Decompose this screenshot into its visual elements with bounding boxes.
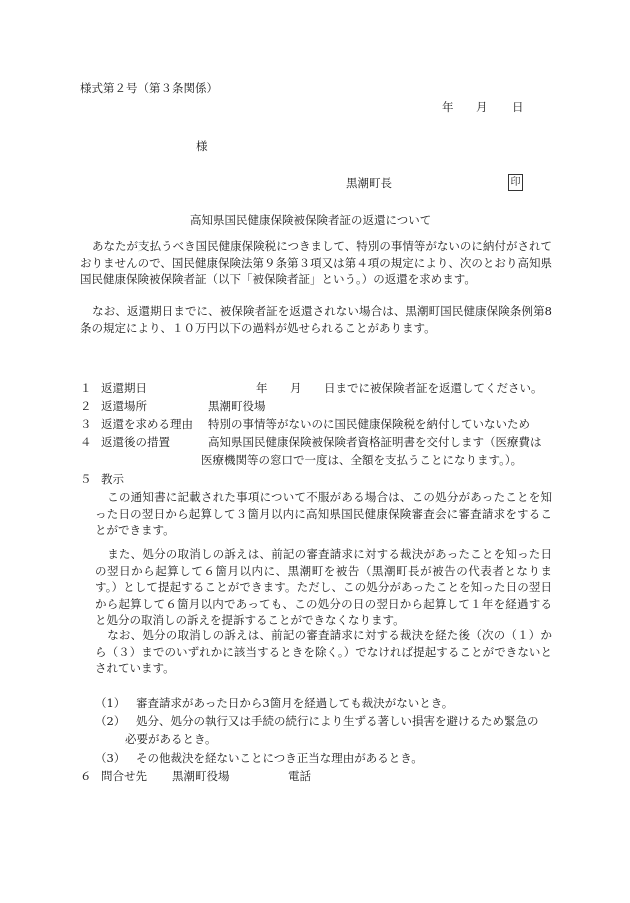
item-3-text: 特別の事情等がないのに国民健康保険税を納付していないため bbox=[208, 417, 530, 431]
instruction-paragraph-2 bbox=[95, 546, 552, 629]
issuer-name: 黒潮町長 bbox=[346, 176, 392, 190]
item-2-number: ２ bbox=[80, 399, 92, 413]
seal-mark: 印 bbox=[508, 174, 523, 191]
item-4-number: ４ bbox=[80, 435, 92, 449]
body-paragraph-2 bbox=[80, 303, 552, 336]
item-2-label: 返還場所 bbox=[101, 399, 147, 413]
item-5-number: ５ bbox=[80, 472, 92, 486]
instruction-paragraph-3 bbox=[95, 627, 552, 677]
date-month-label: 月 bbox=[476, 100, 488, 114]
item-1-label: 返還期日 bbox=[101, 381, 147, 395]
sub-item-3-text: その他裁決を経ないことにつき正当な理由があるとき。 bbox=[136, 751, 423, 765]
sub-item-2-text-line2: 必要があるとき。 bbox=[125, 732, 217, 746]
item-1-text: 日までに被保険者証を返還してください。 bbox=[324, 381, 543, 395]
instruction-paragraph-1 bbox=[95, 489, 552, 539]
body-paragraph-1-text: あなたが支払うべき国民健康保険税につきまして、特別の事情等がないのに納付がされておりませんので、国民健康保険法第９条第３項又は第４項の規定により、次のとおり高知県国民健康保険被保険者証（以下「被保険者証」という。）の返還を求めます。 bbox=[80, 239, 552, 286]
item-3-label: 返還を求める理由 bbox=[101, 417, 193, 431]
instruction-paragraph-3-text: なお、処分の取消しの訴えは、前記の審査請求に対する裁決を経た後（次の（１）から（３）までのいずれかに該当するときを除く。）でなければ提起することができないとされています。 bbox=[95, 628, 552, 675]
item-1-number: １ bbox=[80, 381, 92, 395]
sub-item-1-text: 審査請求があった日から3箇月を経過しても裁決がないとき。 bbox=[136, 696, 454, 710]
item-4-label: 返還後の措置 bbox=[101, 435, 170, 449]
item-5-label: 教示 bbox=[101, 472, 124, 486]
item-6-phone-label: 電話 bbox=[288, 769, 311, 783]
sub-item-1-number: （1） bbox=[95, 696, 126, 710]
body-paragraph-2-text: なお、返還期日までに、被保険者証を返還されない場合は、黒潮町国民健康保険条例第8条の規定により、１０万円以下の過料が処せられることがあります。 bbox=[80, 304, 552, 335]
item-6-office: 黒潮町役場 bbox=[172, 769, 230, 783]
instruction-paragraph-2-text: また、処分の取消しの訴えは、前記の審査請求に対する裁決があったことを知った日の翌日から起算して６箇月以内に、黒潮町を被告（黒潮町長が被告の代表者となります。）として提起することができます。ただし、この処分があったことを知った日の翌日から起算して６箇月以内であっても、この処分の日の翌日から起算して１年を経過すると処分の取消しの訴えを提訴することができなくなります。 bbox=[95, 547, 552, 627]
item-6-label: 問合せ先 bbox=[101, 769, 147, 783]
item-3-number: ３ bbox=[80, 417, 92, 431]
date-day-label: 日 bbox=[512, 100, 524, 114]
item-2-text: 黒潮町役場 bbox=[208, 399, 266, 413]
item-1-year: 年 bbox=[256, 381, 268, 395]
body-paragraph-1 bbox=[80, 238, 552, 288]
date-year-label: 年 bbox=[442, 100, 454, 114]
sub-item-2-text-line1: 処分、処分の執行又は手続の続行により生ずる著しい損害を避けるため緊急の bbox=[136, 714, 539, 728]
item-4-text-line2: 医療機関等の窓口で一度は、全額を支払うことになります。）。 bbox=[201, 453, 523, 467]
document-title: 高知県国民健康保険被保険者証の返還について bbox=[190, 213, 432, 227]
sub-item-3-number: （3） bbox=[95, 751, 126, 765]
item-4-text-line1: 高知県国民健康保険被保険者資格証明書を交付します（医療費は bbox=[208, 435, 542, 449]
addressee-suffix: 様 bbox=[196, 139, 208, 153]
sub-item-2-number: （2） bbox=[95, 714, 126, 728]
instruction-paragraph-1-text: この通知書に記載された事項について不服がある場合は、この処分があったことを知った日の翌日から起算して３箇月以内に高知県国民健康保険審査会に審査請求をすることができます。 bbox=[95, 490, 552, 537]
item-6-number: ６ bbox=[80, 769, 92, 783]
form-number: 様式第２号（第３条関係） bbox=[80, 81, 218, 95]
item-1-month: 月 bbox=[290, 381, 302, 395]
